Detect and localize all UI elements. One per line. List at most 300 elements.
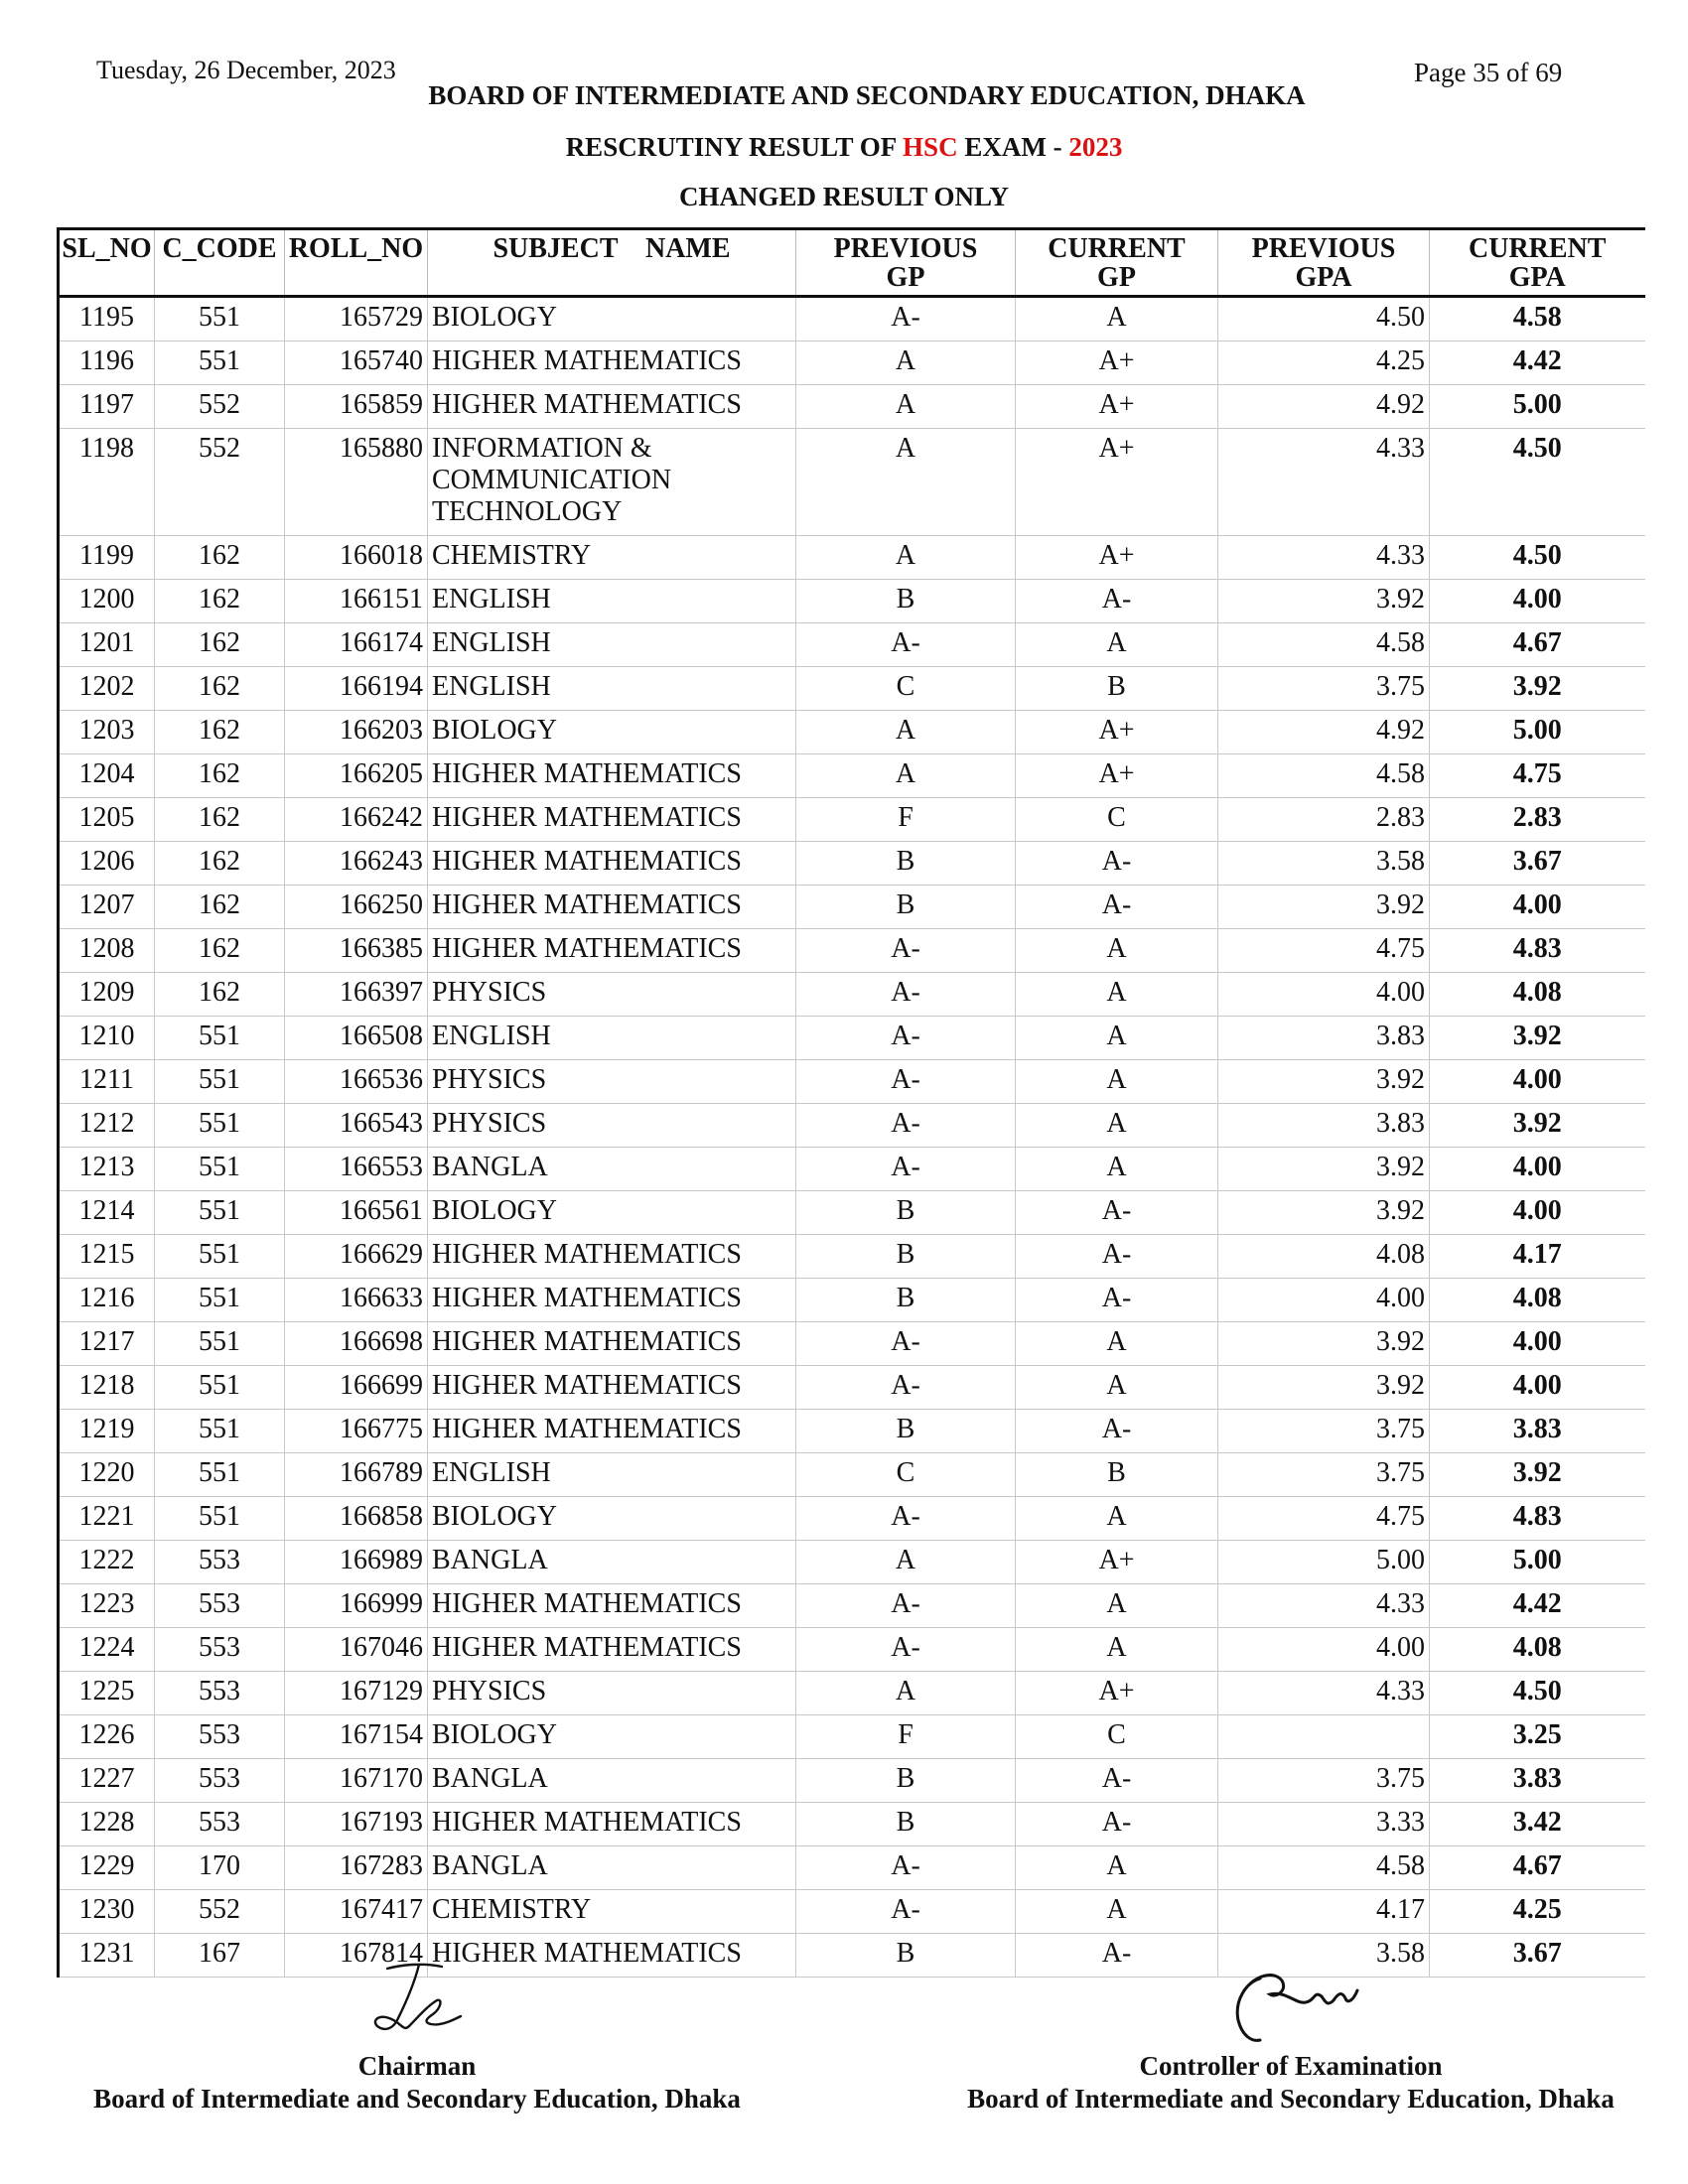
controller-org: Board of Intermediate and Secondary Education, Dhaka [967,2084,1615,2114]
current-gpa-cell: 4.83 [1430,929,1645,973]
subject-cell: INFORMATION & COMMUNICATION TECHNOLOGY [428,429,796,536]
sl-no-cell: 1216 [59,1279,155,1322]
sl-no-cell: 1231 [59,1934,155,1978]
sl-no-cell: 1199 [59,536,155,580]
previous-gp-cell: A- [796,1366,1016,1410]
current-gpa-cell: 4.58 [1430,297,1645,341]
col-current-gpa-line1: CURRENT [1469,233,1607,264]
c-code-cell: 553 [155,1672,285,1715]
table-row [59,1846,1645,1890]
current-gpa-cell: 4.00 [1430,1191,1645,1235]
sl-no-cell: 1230 [59,1890,155,1934]
current-gp-cell: A [1016,1060,1218,1104]
c-code-cell: 553 [155,1584,285,1628]
table-row [59,429,1645,536]
roll-no-cell: 167129 [285,1672,428,1715]
exam-year: 2023 [1068,132,1123,162]
subject-cell: PHYSICS [428,1672,796,1715]
previous-gp-cell: B [796,1191,1016,1235]
table-row [59,886,1645,929]
col-current-gp-line2: GP [1097,262,1136,293]
sl-no-cell: 1210 [59,1017,155,1060]
c-code-cell: 162 [155,973,285,1017]
current-gp-cell: A [1016,1148,1218,1191]
roll-no-cell: 167814 [285,1934,428,1978]
previous-gp-cell: F [796,798,1016,842]
current-gp-cell: A- [1016,1410,1218,1453]
sl-no-cell: 1207 [59,886,155,929]
previous-gp-cell: A [796,754,1016,798]
current-gp-cell: A [1016,1017,1218,1060]
roll-no-cell: 166174 [285,623,428,667]
sl-no-cell: 1214 [59,1191,155,1235]
table-row [59,1366,1645,1410]
sl-no-cell: 1200 [59,580,155,623]
previous-gp-cell: B [796,1279,1016,1322]
current-gpa-cell: 5.00 [1430,385,1645,429]
subject-cell: ENGLISH [428,580,796,623]
previous-gpa-cell: 3.92 [1218,1191,1430,1235]
table-row [59,1060,1645,1104]
roll-no-cell: 166151 [285,580,428,623]
current-gpa-cell: 4.00 [1430,886,1645,929]
previous-gpa-cell: 3.92 [1218,886,1430,929]
table-row [59,1235,1645,1279]
table-row [59,1803,1645,1846]
current-gpa-cell: 4.50 [1430,429,1645,536]
previous-gp-cell: A [796,385,1016,429]
current-gpa-cell: 4.00 [1430,1322,1645,1366]
subject-cell: BIOLOGY [428,711,796,754]
previous-gp-cell: A- [796,1060,1016,1104]
previous-gpa-cell: 4.25 [1218,341,1430,385]
col-previous-gp-line2: GP [886,262,925,293]
current-gp-cell: C [1016,798,1218,842]
col-current-gpa [1430,229,1645,297]
c-code-cell: 162 [155,623,285,667]
c-code-cell: 170 [155,1846,285,1890]
subject-cell: ENGLISH [428,667,796,711]
previous-gpa-cell: 3.92 [1218,1148,1430,1191]
previous-gpa-cell: 4.33 [1218,1672,1430,1715]
subject-cell: HIGHER MATHEMATICS [428,1366,796,1410]
previous-gpa-cell: 3.92 [1218,580,1430,623]
previous-gpa-cell: 3.83 [1218,1104,1430,1148]
roll-no-cell: 166989 [285,1541,428,1584]
col-subject [428,229,796,297]
sl-no-cell: 1198 [59,429,155,536]
roll-no-cell: 166698 [285,1322,428,1366]
print-date: Tuesday, 26 December, 2023 [96,56,396,84]
roll-no-cell: 167046 [285,1628,428,1672]
roll-no-cell: 167170 [285,1759,428,1803]
roll-no-cell: 166508 [285,1017,428,1060]
current-gpa-cell: 3.42 [1430,1803,1645,1846]
current-gpa-cell: 4.00 [1430,580,1645,623]
subject-cell: HIGHER MATHEMATICS [428,341,796,385]
current-gpa-cell: 4.08 [1430,1628,1645,1672]
sl-no-cell: 1226 [59,1715,155,1759]
previous-gpa-cell: 4.00 [1218,973,1430,1017]
sl-no-cell: 1201 [59,623,155,667]
previous-gp-cell: B [796,580,1016,623]
roll-no-cell: 166242 [285,798,428,842]
c-code-cell: 167 [155,1934,285,1978]
current-gp-cell: A+ [1016,711,1218,754]
col-roll-no-label: ROLL_NO [288,233,424,264]
result-title-pre: RESCRUTINY RESULT OF [565,132,904,162]
previous-gp-cell: A- [796,1017,1016,1060]
c-code-cell: 551 [155,1279,285,1322]
table-row [59,1672,1645,1715]
c-code-cell: 553 [155,1803,285,1846]
current-gp-cell: C [1016,1715,1218,1759]
previous-gp-cell: A- [796,1148,1016,1191]
c-code-cell: 553 [155,1541,285,1584]
result-title [0,132,1688,163]
subject-cell: HIGHER MATHEMATICS [428,754,796,798]
current-gpa-cell: 4.00 [1430,1366,1645,1410]
table-row [59,1148,1645,1191]
table-row [59,1104,1645,1148]
sl-no-cell: 1196 [59,341,155,385]
subject-cell: HIGHER MATHEMATICS [428,929,796,973]
table-row [59,1890,1645,1934]
previous-gp-cell: B [796,1803,1016,1846]
controller-title: Controller of Examination [1139,2051,1443,2081]
current-gpa-cell: 3.83 [1430,1759,1645,1803]
subject-cell: BANGLA [428,1148,796,1191]
current-gpa-cell: 3.92 [1430,1017,1645,1060]
previous-gp-cell: A- [796,1322,1016,1366]
col-roll-no [285,229,428,297]
sl-no-cell: 1197 [59,385,155,429]
previous-gpa-cell: 4.33 [1218,1584,1430,1628]
subject-cell: HIGHER MATHEMATICS [428,1235,796,1279]
current-gpa-cell: 4.67 [1430,1846,1645,1890]
previous-gpa-cell: 3.75 [1218,1410,1430,1453]
table-row [59,1497,1645,1541]
subject-cell: CHEMISTRY [428,536,796,580]
sl-no-cell: 1202 [59,667,155,711]
subject-cell: HIGHER MATHEMATICS [428,886,796,929]
previous-gpa-cell: 5.00 [1218,1541,1430,1584]
current-gpa-cell: 3.92 [1430,667,1645,711]
col-subject-label: SUBJECT NAME [492,233,731,264]
result-title-mid: EXAM - [957,132,1069,162]
current-gp-cell: A- [1016,1803,1218,1846]
previous-gpa-cell: 4.17 [1218,1890,1430,1934]
current-gp-cell: A [1016,623,1218,667]
sl-no-cell: 1212 [59,1104,155,1148]
current-gpa-cell: 4.17 [1430,1235,1645,1279]
current-gpa-cell: 5.00 [1430,711,1645,754]
current-gp-cell: A [1016,929,1218,973]
subject-cell: CHEMISTRY [428,1890,796,1934]
current-gp-cell: A [1016,1104,1218,1148]
subject-cell: HIGHER MATHEMATICS [428,1628,796,1672]
current-gp-cell: A- [1016,1191,1218,1235]
previous-gpa-cell: 4.58 [1218,623,1430,667]
previous-gpa-cell: 2.83 [1218,798,1430,842]
sl-no-cell: 1203 [59,711,155,754]
subject-cell: BANGLA [428,1846,796,1890]
roll-no-cell: 166629 [285,1235,428,1279]
current-gp-cell: A [1016,1584,1218,1628]
subject-cell: BIOLOGY [428,1715,796,1759]
sl-no-cell: 1213 [59,1148,155,1191]
c-code-cell: 553 [155,1759,285,1803]
sl-no-cell: 1223 [59,1584,155,1628]
previous-gp-cell: A- [796,1584,1016,1628]
c-code-cell: 552 [155,385,285,429]
sl-no-cell: 1205 [59,798,155,842]
current-gp-cell: A [1016,1628,1218,1672]
roll-no-cell: 166536 [285,1060,428,1104]
roll-no-cell: 166385 [285,929,428,973]
current-gp-cell: A [1016,1497,1218,1541]
previous-gp-cell: C [796,667,1016,711]
roll-no-cell: 166205 [285,754,428,798]
c-code-cell: 551 [155,1366,285,1410]
table-row [59,536,1645,580]
previous-gp-cell: F [796,1715,1016,1759]
subject-cell: PHYSICS [428,1104,796,1148]
current-gpa-cell: 4.42 [1430,1584,1645,1628]
previous-gp-cell: B [796,1759,1016,1803]
subject-cell: BIOLOGY [428,1191,796,1235]
chairman-block [40,2050,794,2116]
roll-no-cell: 166018 [285,536,428,580]
c-code-cell: 551 [155,1410,285,1453]
current-gp-cell: A [1016,1890,1218,1934]
previous-gpa-cell: 3.92 [1218,1322,1430,1366]
current-gpa-cell: 4.83 [1430,1497,1645,1541]
table-row [59,1017,1645,1060]
exam-name: HSC [903,132,958,162]
c-code-cell: 551 [155,1060,285,1104]
sl-no-cell: 1215 [59,1235,155,1279]
roll-no-cell: 165880 [285,429,428,536]
current-gpa-cell: 5.00 [1430,1541,1645,1584]
table-row [59,623,1645,667]
previous-gp-cell: A- [796,1104,1016,1148]
previous-gp-cell: B [796,1410,1016,1453]
roll-no-cell: 167283 [285,1846,428,1890]
controller-signature [1226,1961,1375,2050]
current-gpa-cell: 2.83 [1430,798,1645,842]
previous-gp-cell: A- [796,297,1016,341]
subject-cell: HIGHER MATHEMATICS [428,1584,796,1628]
current-gpa-cell: 3.83 [1430,1410,1645,1453]
table-row [59,1453,1645,1497]
previous-gpa-cell: 3.92 [1218,1366,1430,1410]
current-gp-cell: A+ [1016,1541,1218,1584]
subject-cell: BANGLA [428,1541,796,1584]
table-header-row [59,229,1645,297]
c-code-cell: 162 [155,798,285,842]
col-c-code-label: C_CODE [162,233,277,264]
col-sl-no-label: SL_NO [62,233,152,264]
c-code-cell: 162 [155,580,285,623]
sl-no-cell: 1221 [59,1497,155,1541]
previous-gp-cell: C [796,1453,1016,1497]
previous-gpa-cell: 4.58 [1218,754,1430,798]
c-code-cell: 162 [155,886,285,929]
previous-gpa-cell: 4.50 [1218,297,1430,341]
current-gp-cell: A [1016,973,1218,1017]
roll-no-cell: 166789 [285,1453,428,1497]
table-row [59,798,1645,842]
previous-gpa-cell: 3.75 [1218,1453,1430,1497]
col-current-gp-line1: CURRENT [1048,233,1186,264]
previous-gpa-cell: 3.58 [1218,1934,1430,1978]
previous-gpa-cell: 4.92 [1218,711,1430,754]
subject-cell: ENGLISH [428,1453,796,1497]
current-gp-cell: B [1016,667,1218,711]
previous-gpa-cell: 4.00 [1218,1628,1430,1672]
previous-gpa-cell: 4.92 [1218,385,1430,429]
sl-no-cell: 1208 [59,929,155,973]
roll-no-cell: 165729 [285,297,428,341]
current-gpa-cell: 4.00 [1430,1060,1645,1104]
current-gpa-cell: 4.75 [1430,754,1645,798]
roll-no-cell: 166553 [285,1148,428,1191]
c-code-cell: 553 [155,1715,285,1759]
table-row [59,1410,1645,1453]
table-row [59,929,1645,973]
c-code-cell: 551 [155,1017,285,1060]
c-code-cell: 551 [155,1322,285,1366]
current-gpa-cell: 3.92 [1430,1453,1645,1497]
sl-no-cell: 1218 [59,1366,155,1410]
current-gp-cell: B [1016,1453,1218,1497]
col-current-gp [1016,229,1218,297]
previous-gpa-cell: 3.33 [1218,1803,1430,1846]
previous-gp-cell: B [796,842,1016,886]
sl-no-cell: 1227 [59,1759,155,1803]
previous-gpa-cell: 3.75 [1218,1759,1430,1803]
current-gp-cell: A+ [1016,1672,1218,1715]
current-gpa-cell: 4.08 [1430,973,1645,1017]
current-gp-cell: A- [1016,580,1218,623]
controller-block [928,2050,1653,2116]
subject-cell: PHYSICS [428,973,796,1017]
subject-cell: BIOLOGY [428,1497,796,1541]
previous-gp-cell: A [796,536,1016,580]
sl-no-cell: 1211 [59,1060,155,1104]
roll-no-cell: 166775 [285,1410,428,1453]
chairman-signature [357,1961,477,2040]
current-gp-cell: A+ [1016,429,1218,536]
col-previous-gpa-line2: GPA [1295,262,1352,293]
chairman-org: Board of Intermediate and Secondary Education, Dhaka [93,2084,741,2114]
col-previous-gp [796,229,1016,297]
current-gp-cell: A+ [1016,536,1218,580]
current-gpa-cell: 4.42 [1430,341,1645,385]
current-gp-cell: A [1016,297,1218,341]
c-code-cell: 551 [155,1235,285,1279]
c-code-cell: 551 [155,341,285,385]
subject-cell: PHYSICS [428,1060,796,1104]
c-code-cell: 551 [155,1497,285,1541]
previous-gp-cell: A [796,711,1016,754]
previous-gpa-cell: 4.33 [1218,429,1430,536]
col-previous-gp-line1: PREVIOUS [833,233,978,264]
current-gp-cell: A- [1016,886,1218,929]
current-gpa-cell: 4.08 [1430,1279,1645,1322]
previous-gp-cell: B [796,1934,1016,1978]
current-gpa-cell: 4.50 [1430,536,1645,580]
current-gpa-cell: 3.25 [1430,1715,1645,1759]
roll-no-cell: 166999 [285,1584,428,1628]
previous-gp-cell: A- [796,973,1016,1017]
current-gpa-cell: 4.50 [1430,1672,1645,1715]
sl-no-cell: 1204 [59,754,155,798]
previous-gp-cell: A- [796,1890,1016,1934]
table-row [59,580,1645,623]
subject-cell: HIGHER MATHEMATICS [428,842,796,886]
roll-no-cell: 166858 [285,1497,428,1541]
subject-cell: ENGLISH [428,623,796,667]
sl-no-cell: 1209 [59,973,155,1017]
roll-no-cell: 167154 [285,1715,428,1759]
current-gp-cell: A+ [1016,385,1218,429]
c-code-cell: 553 [155,1628,285,1672]
current-gp-cell: A- [1016,1235,1218,1279]
table-row [59,842,1645,886]
table-row [59,297,1645,341]
previous-gpa-cell: 3.75 [1218,667,1430,711]
previous-gpa-cell: 4.08 [1218,1235,1430,1279]
c-code-cell: 162 [155,842,285,886]
roll-no-cell: 166250 [285,886,428,929]
col-c-code [155,229,285,297]
previous-gp-cell: A- [796,1497,1016,1541]
table-row [59,341,1645,385]
board-title: BOARD OF INTERMEDIATE AND SECONDARY EDUCATION, DHAKA [428,80,1306,110]
subject-cell: HIGHER MATHEMATICS [428,1803,796,1846]
previous-gp-cell: A- [796,1628,1016,1672]
table-row [59,1759,1645,1803]
c-code-cell: 162 [155,929,285,973]
subject-cell: HIGHER MATHEMATICS [428,1279,796,1322]
col-previous-gpa-line1: PREVIOUS [1251,233,1396,264]
current-gp-cell: A [1016,1846,1218,1890]
table-row [59,973,1645,1017]
previous-gpa-cell: 3.83 [1218,1017,1430,1060]
table-row [59,385,1645,429]
previous-gpa-cell: 4.33 [1218,536,1430,580]
previous-gp-cell: B [796,1235,1016,1279]
sl-no-cell: 1206 [59,842,155,886]
table-row [59,754,1645,798]
c-code-cell: 162 [155,754,285,798]
previous-gp-cell: A [796,429,1016,536]
previous-gp-cell: A- [796,929,1016,973]
subject-cell: ENGLISH [428,1017,796,1060]
table-row [59,1541,1645,1584]
current-gp-cell: A- [1016,1934,1218,1978]
table-row [59,711,1645,754]
table-row [59,1191,1645,1235]
subject-cell: HIGHER MATHEMATICS [428,1410,796,1453]
current-gp-cell: A- [1016,842,1218,886]
previous-gpa-cell: 3.92 [1218,1060,1430,1104]
subject-cell: HIGHER MATHEMATICS [428,1322,796,1366]
table-row [59,1715,1645,1759]
table-row [59,1628,1645,1672]
